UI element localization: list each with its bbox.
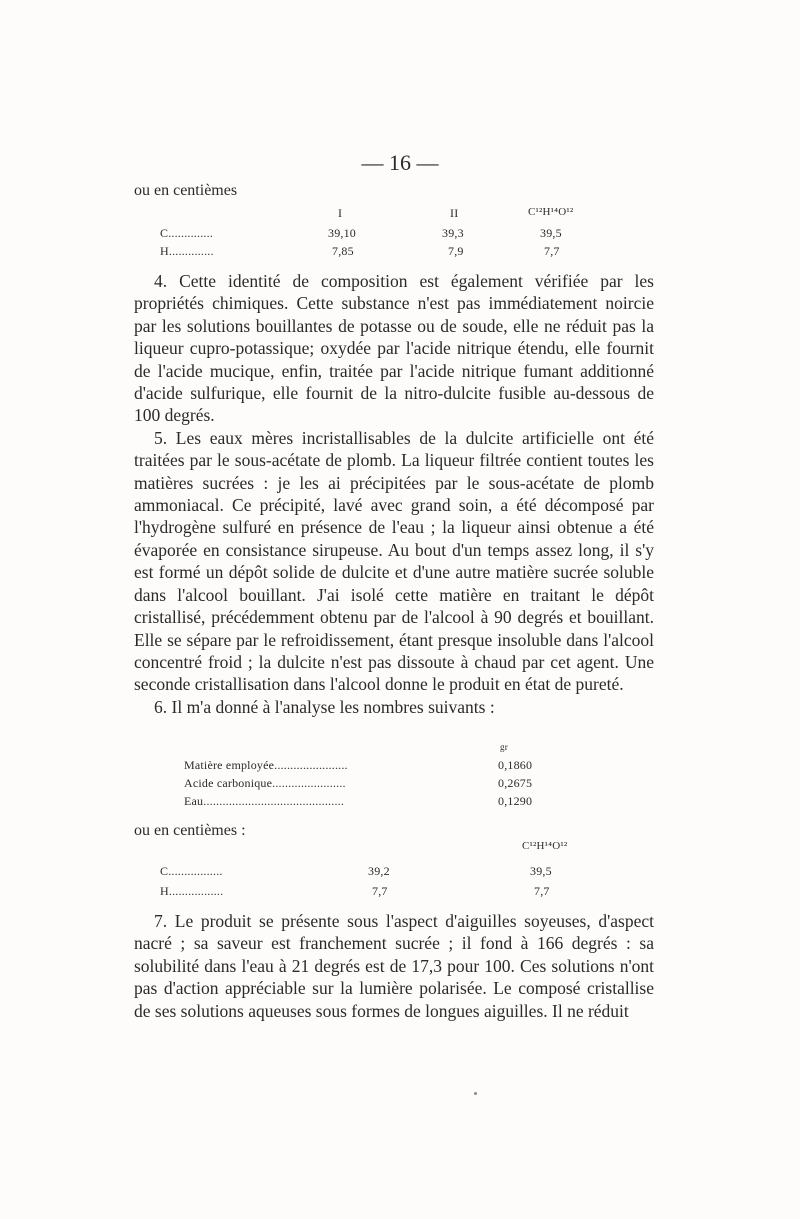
paragraph-7: 7. Le produit se présente sous l'aspect d'aiguilles soyeuses, d'aspect nacré ; sa saveur est franchement sucrée ; il fond à 166 degrés : sa solubilité dans l'eau à 21 degrés est de 17,3 pour 100. Ces solutions n'ont pas d'action appréciable sur la lumière polarisée. Le composé cristallise de ses solutions aqueuses sous formes de longues aiguilles. Il ne réduit xyxy=(134,911,654,1021)
column-header-formula: C¹²H¹⁴O¹² xyxy=(528,206,574,218)
table-cell: 0,1290 xyxy=(498,794,533,808)
table-cell: 0,2675 xyxy=(498,776,533,790)
section-heading-centiemes: ou en centièmes xyxy=(134,182,238,199)
table-row xyxy=(184,776,564,792)
row-label: Matière employée....................... xyxy=(184,758,348,772)
table-cell: 7,7 xyxy=(544,244,560,258)
row-label: Eau............................................ xyxy=(184,794,345,808)
body-text-section-b xyxy=(134,910,654,1022)
table-row xyxy=(184,794,564,810)
table-row xyxy=(160,884,580,900)
row-label: C................. xyxy=(160,864,223,878)
row-label: H.............. xyxy=(160,244,214,258)
table-cell: 39,5 xyxy=(530,864,552,878)
paragraph-4: 4. Cette identité de composition est également vérifiée par les propriétés chimiques. Cette substance n'est pas immédiatement noircie par les solutions bouillantes de potasse ou de soude, elle ne réduit pas la liqueur cupro-potassique; oxydée par l'acide nitrique étendu, elle fournit de l'acide mucique, enfin, traitée par l'acide nitrique fumant additionné d'acide sulfurique, elle fournit de la nitro-dulcite fusible au-dessous de 100 degrés. xyxy=(134,271,654,426)
table-cell: 39,10 xyxy=(328,226,356,240)
composition-table-2 xyxy=(160,840,580,900)
column-header-formula: C¹²H¹⁴O¹² xyxy=(522,840,568,852)
column-header-ii: II xyxy=(450,206,459,220)
table-cell: 39,2 xyxy=(368,864,390,878)
column-header-i: I xyxy=(338,206,343,220)
row-label: C.............. xyxy=(160,226,214,240)
row-label: Acide carbonique....................... xyxy=(184,776,346,790)
section-heading-centiemes-2: ou en centièmes : xyxy=(134,822,246,839)
row-label: H................. xyxy=(160,884,224,898)
table-header-row xyxy=(160,840,580,856)
table-header-row xyxy=(160,206,580,222)
analysis-table xyxy=(184,742,564,812)
table-cell: 7,7 xyxy=(534,884,550,898)
paragraph-5: 5. Les eaux mères incristallisables de la dulcite artificielle ont été traitées par le sous-acétate de plomb. La liqueur filtrée contient toutes les matières sucrées : je les ai précipitées par le sous-acétate de plomb ammoniacal. Ce précipité, lavé avec grand soin, a été décomposé par l'hydrogène sulfuré en présence de l'eau ; la liqueur ainsi obtenue a été évaporée en consistance sirupeuse. Au bout d'un temps assez long, il s'y est formé un dépôt solide de dulcite et d'une autre matière sucrée soluble dans l'alcool bouillant. J'ai isolé cette matière en traitant le dépôt cristallisé, précédemment obtenu par de l'alcool à 90 degrés et bouillant. Elle se sépare par le refroidissement, étant presque insoluble dans l'alcool concentré froid ; la dulcite n'est pas dissoute à chaud par cet agent. Une seconde cristallisation dans l'alcool donne le produit en état de pureté. xyxy=(134,427,654,695)
table-row xyxy=(160,244,580,260)
unit-row xyxy=(184,742,564,758)
table-row xyxy=(184,758,564,774)
paragraph-6: 6. Il m'a donné à l'analyse les nombres suivants : xyxy=(154,696,495,717)
table-cell: 39,5 xyxy=(540,226,562,240)
composition-table-1 xyxy=(160,206,580,266)
paper-speck xyxy=(474,1092,477,1095)
table-cell: 0,1860 xyxy=(498,758,533,772)
table-cell: 7,85 xyxy=(332,244,354,258)
table-cell: 7,7 xyxy=(372,884,388,898)
table-cell: 7,9 xyxy=(448,244,464,258)
page-number: — 16 — xyxy=(361,150,439,175)
unit-label: gr xyxy=(500,742,508,752)
table-cell: 39,3 xyxy=(442,226,464,240)
table-row xyxy=(160,226,580,242)
table-row xyxy=(160,864,580,880)
body-text-section-a xyxy=(134,270,654,718)
